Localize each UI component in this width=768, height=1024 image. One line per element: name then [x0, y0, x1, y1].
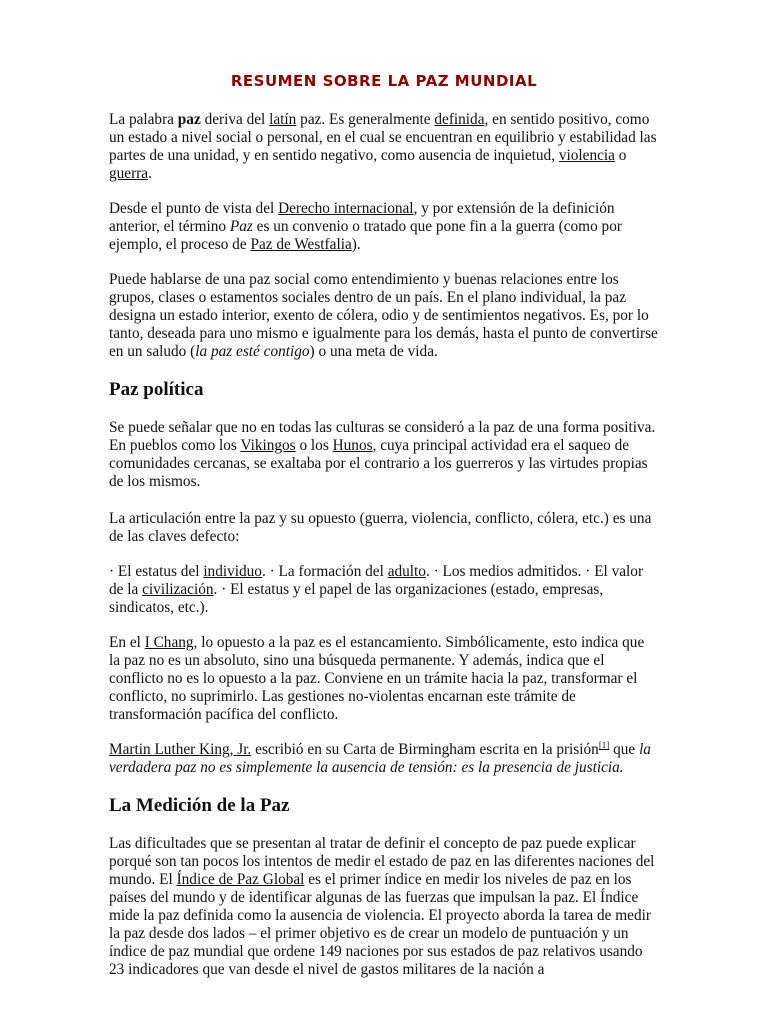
text: deriva del — [200, 111, 270, 128]
text: En el — [109, 634, 145, 651]
link-derecho-internacional[interactable]: Derecho internacional — [278, 200, 414, 217]
italic-term: Paz — [229, 218, 253, 235]
paragraph-paz-social — [109, 271, 659, 361]
text: . — [148, 165, 152, 182]
link-guerra[interactable]: guerra — [109, 165, 149, 182]
italic-quote: la verdadera paz no es simplemente la ausencia de tensión: es la presencia de justicia. — [109, 741, 651, 776]
text: . · El estatus y el papel de las organizaciones (estado, empresas, sindicatos, etc.). — [109, 581, 604, 616]
text: Desde el punto de vista del — [109, 200, 279, 217]
paragraph-mlk — [109, 741, 659, 777]
text: paz. Es generalmente — [296, 111, 435, 128]
link-vikingos[interactable]: Vikingos — [240, 437, 296, 454]
text: Las dificultades que se presentan al tratar de definir el concepto de paz puede explicar porqué son tan pocos los intentos de medir el estado de paz en las diferentes naciones del mundo. El — [109, 835, 655, 888]
text: , en sentido positivo, como un estado a nivel social o personal, en el cual se encuentran en equilibrio y estabilidad las partes de una unidad, y en sentido negativo, como ausencia de inquietud, — [109, 111, 657, 164]
footnote-link[interactable]: [1] — [598, 739, 610, 750]
text: es el primer índice en medir los niveles de paz en los países del mundo y de identificar algunas de las fuerzas que impulsan la paz. El Índice mide la paz definida como la ausencia de violencia. El proyecto aborda la tarea de medir la paz desde dos lados – el primer objetivo es de crear un modelo de puntuación y un índice de paz mundial que ordene 149 naciones por sus estados de paz relativos usando 23 indicadores que van desde el nivel de gastos militares de la nación a — [109, 871, 651, 978]
text: ) o una meta de vida. — [309, 343, 438, 360]
link-paz-de-westfalia[interactable]: Paz de Westfalia — [250, 236, 352, 253]
text: . · La formación del — [261, 563, 388, 580]
document-title: RESUMEN SOBRE LA PAZ MUNDIAL — [230, 72, 538, 90]
text: , lo opuesto a la paz es el estancamiento. Simbólicamente, esto indica que la paz no es un absoluto, sino una búsqueda permanente. Y además, indica que el conflicto no es lo opuesto a la paz. Conviene en un trámite hacia la paz, transformar el conflicto, no suprimirlo. Las gestiones no-violentas encarnan este trámite de transformación pacífica del conflicto. — [109, 634, 645, 723]
text: Se puede señalar que no en todas las culturas se consideró a la paz de una forma positiva. En pueblos como los — [109, 419, 656, 454]
text: , y por extensión de la definición anterior, el término — [109, 200, 615, 235]
link-civilizacion[interactable]: civilización — [142, 581, 214, 598]
paragraph-culturas — [109, 419, 659, 491]
link-adulto[interactable]: adulto — [387, 563, 426, 580]
paragraph-claves — [109, 563, 659, 617]
link-violencia[interactable]: violencia — [558, 147, 615, 164]
text: es un convenio o tratado que pone fin a la guerra (como por ejemplo, el proceso de — [109, 218, 622, 253]
section-heading-paz-politica: Paz política — [109, 379, 204, 400]
paragraph-derecho — [109, 200, 659, 254]
link-i-chang[interactable]: I Chang — [144, 634, 194, 651]
italic-quote: la paz esté contigo — [195, 343, 310, 360]
link-individuo[interactable]: individuo — [203, 563, 262, 580]
text: · El estatus del — [109, 563, 204, 580]
link-definida[interactable]: definida — [434, 111, 485, 128]
link-latin[interactable]: latín — [269, 111, 297, 128]
text: Puede hablarse de una paz social como entendimiento y buenas relaciones entre los grupos, clases o estamentos sociales dentro de un país. En el plano individual, la paz designa un estado interior, exento de cólera, odio y de sentimientos negativos. Es, por lo tanto, deseada para uno mismo e igualmente para los demás, hasta el punto de convertirse en un saludo ( — [109, 271, 658, 360]
link-martin-luther-king[interactable]: Martin Luther King, Jr. — [109, 741, 252, 758]
paragraph-articulacion: La articulación entre la paz y su opuesto (guerra, violencia, conflicto, cólera, etc.) es una de las claves defecto: — [109, 510, 652, 545]
bold-term: paz — [177, 111, 201, 128]
paragraph-medicion — [109, 835, 659, 979]
text: o los — [295, 437, 333, 454]
text: . · Los medios admitidos. · El valor de la — [109, 563, 644, 598]
text: , cuya principal actividad era el saqueo de comunidades cercanas, se exaltaba por el contrario a los guerreros y las virtudes propias de los mismos. — [109, 437, 648, 490]
section-heading-medicion: La Medición de la Paz — [109, 795, 290, 816]
text: que — [609, 741, 640, 758]
text: ). — [351, 236, 361, 253]
paragraph-i-chang — [109, 634, 659, 724]
link-indice-paz-global[interactable]: Índice de Paz Global — [176, 871, 305, 888]
paragraph-intro — [109, 111, 659, 183]
text: La palabra — [109, 111, 178, 128]
text: escribió en su Carta de Birmingham escrita en la prisión — [251, 741, 599, 758]
text: o — [614, 147, 627, 164]
link-hunos[interactable]: Hunos — [332, 437, 373, 454]
